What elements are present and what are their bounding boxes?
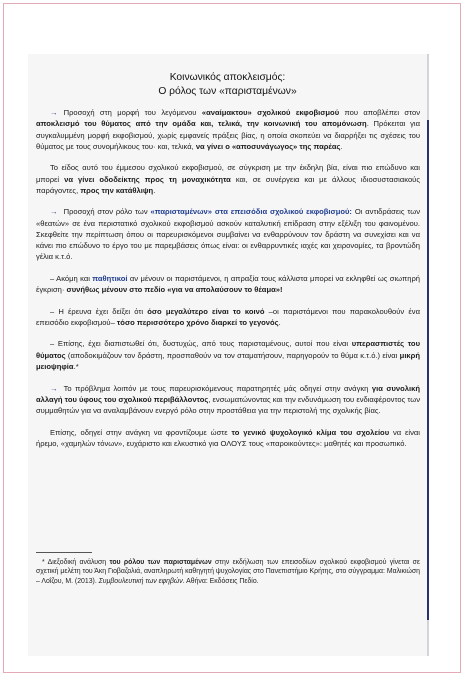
paragraph-3: → Προσοχή στον ρόλο των «παρισταμένων» στα επεισόδια σχολικού εκφοβισμού: Οι αντιδράσεις των «θεατών» σε ένα περιστατικό σχολικού εκφοβισμού ασκούν καταλυτική επίδραση στην εξέλιξη του φαινομένου. Σκεφθείτε την περίπτωση όπου οι παρευρισκόμενοι συμβαίνει να ενθαρρύνουν τον δράστη να συνεχίσει και να κάνει πιο επώδυνο το έργο του με παρεμβάσεις όπως είναι: οι ενθαρρυντικές ιαχές και χειρονομίες, τα βροντώδη γέλια κ.τ.ό. (36, 207, 420, 262)
paragraph-4: – Ακόμη και παθητικοί αν μένουν οι παριστάμενοι, η απραξία τους κάλλιστα μπορεί να εκληφθεί ως σιωπηρή έγκριση· συνήθως μένουν στο πεδίο «για να απολαύσουν το θέαμα»! (36, 273, 420, 295)
title-line-2: Ο ρόλος των «παρισταμένων» (158, 85, 297, 97)
paragraph-2: Το είδος αυτό του έμμεσου σχολικού εκφοβισμού, σε σύγκριση με την έκδηλη βία, είναι πιο επώδυνο και μπορεί να γίνει οδοδείκτης προς τη μοναχικότητα και, σε συνέργεια και με άλλους ιδιοσυστασιακούς παράγοντες, προς την κατάθλιψη. (36, 163, 420, 195)
paragraph-5: – Η έρευνα έχει δείξει ότι όσο μεγαλύτερο είναι το κοινό –οι παριστάμενοι που παρακολουθούν ένα επεισόδιο εκφοβισμού– τόσο περισσότερο χρόνο διαρκεί το γεγονός. (36, 306, 420, 327)
arrow-icon: → (50, 383, 58, 393)
arrow-icon: → (50, 108, 58, 117)
document-title (28, 71, 427, 98)
title-line-1: Κοινωνικός αποκλεισμός: (169, 72, 286, 83)
paragraph-7: → Το πρόβλημα λοιπόν με τους παρευρισκόμενους παρατηρητές μάς οδηγεί στην ανάγκη για συνολική αλλαγή του ύφους του σχολικού περιβάλλοντος, ενσωματώνοντας και την ενδυνάμωση του ενδιαφέροντος των συμμαθητών για να αναλαμβάνουν ενεργό ρόλο στην προστάθεια για την περιστολή της σχολικής βίας. (36, 383, 421, 416)
paragraph-1: → Προσοχή στη μορφή του λεγόμενου «αναίμακτου» σχολικού εκφοβισμού που αποβλέπει στον αποκλεισμό του θύματος από την ομάδα και, τελικά, την κοινωνική του απομόνωση. Πρόκειται για συγκαλυμμένη μορφή εκφοβισμού, χωρίς εμφανείς πράξεις βίας, η οποία σκοπεύει να διαρρήξει τις σχέσεις του θύματος με τους συνομήλικους του· και, τελικά, να γίνει ο «αποσυνάγωγος» της παρέας. (36, 108, 420, 151)
accent-vertical-line (427, 120, 429, 620)
document-body (36, 107, 420, 459)
paragraph-8: Επίσης, οδηγεί στην ανάγκη να φροντίζουμε ώστε το γενικό ψυχολογικό κλίμα του σχολείου να είναι ήρεμο, «χαμηλών τόνων», ευχάριστο και ελκυστικό για ΟΛΟΥΣ τους «παροικούντες»: μαθητές και προσωπικό. (36, 427, 420, 448)
arrow-icon: → (50, 207, 58, 217)
paragraph-6: – Επίσης, έχει διαπιστωθεί ότι, δυστυχώς, από τους παρισταμένους, αυτοί που είναι υπερασπιστές του θύματος (αποδοκιμάζουν τον δράστη, προσπαθούν να τον σταματήσουν, παρηγορούν το θύμα κ.τ.ό.) είναι μικρή μειοψηφία.* (36, 339, 420, 371)
footnote-divider (36, 552, 92, 553)
footnote: * Διεξοδική ανάλυση του ρόλου των παρισταμένων στην εκδήλωση των επεισοδίων σχολικού εκφοβισμού γίνεται σε σχετική μελέτη του Άκη Γιοβαζολιά, αναπληρωτή καθηγητή ψυχολογίας στο Πανεπιστήμιο Κρήτης, στο σύγγραμμα: Μαλικιώση – Λοΐζου, Μ. (2013). Συμβουλευτική των εφηβών. Αθήνα: Εκδόσεις Πεδίο. (36, 559, 420, 585)
